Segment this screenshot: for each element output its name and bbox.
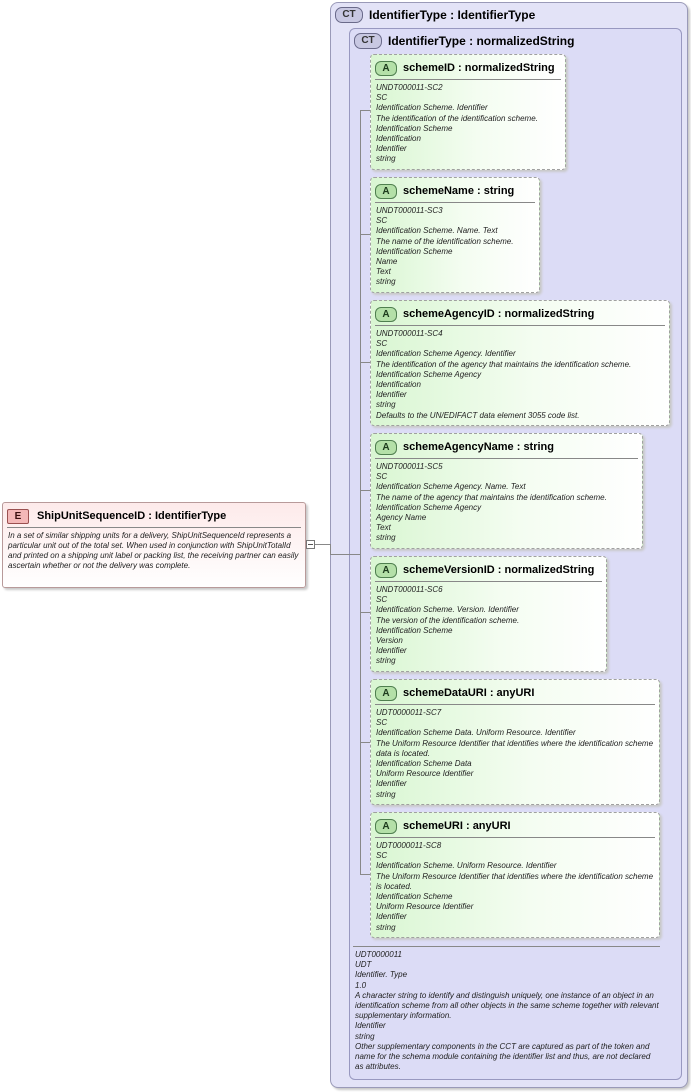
element-ship-unit-sequence-id[interactable] [2, 502, 306, 588]
inner-type-title[interactable]: IdentifierType : normalizedString [388, 34, 575, 48]
doc-line: string [355, 1031, 375, 1041]
doc-line: Identification Scheme [376, 246, 453, 256]
doc-line: The name of the identification scheme. [376, 236, 514, 246]
attribute-icon: A [375, 563, 397, 578]
inner-type-header [354, 33, 574, 49]
divider [375, 79, 561, 80]
doc-line: Identification Scheme Data [376, 759, 472, 769]
doc-line: Identifier [355, 1021, 386, 1031]
doc-line: UNDT000011-SC3 [376, 206, 443, 215]
doc-line: Identifier. Type [355, 970, 408, 980]
attribute-header [375, 182, 535, 200]
doc-line: The identification of the identification scheme. [376, 113, 538, 123]
attribute-connector [360, 742, 370, 743]
complex-type-icon: CT [354, 33, 382, 49]
attribute-title: schemeAgencyID : normalizedString [403, 308, 595, 320]
doc-line: UDT [355, 960, 372, 970]
attribute-icon: A [375, 307, 397, 322]
divider [375, 704, 655, 705]
attribute-connector [360, 874, 370, 875]
attribute-icon: A [375, 686, 397, 701]
element-title: ShipUnitSequenceID : IdentifierType [37, 510, 227, 522]
attribute-scheme-agency-name[interactable] [370, 433, 643, 549]
attribute-header [375, 438, 638, 456]
doc-line: UDT0000011-SC7 [376, 708, 442, 717]
doc-line: Identifier [376, 779, 407, 789]
element-documentation: In a set of similar shipping units for a delivery, ShipUnitSequenceId represents a particular unit out of the total set. When used in conjunction with ShipUnitTotalId and printed on a shipping unit label or packing list, the receiving partner can easily ascertain whether or not the delivery was complete. [8, 531, 299, 570]
doc-line: The version of the identification scheme. [376, 615, 520, 625]
doc-line: SC [376, 93, 388, 103]
divider [375, 458, 638, 459]
doc-line: SC [376, 216, 388, 226]
doc-line: A character string to identify and distinguish uniquely, one instance of an object in an identification scheme from all other objects in the same scheme together with relevant supplementary information. [355, 990, 659, 1021]
doc-line: Text [376, 267, 391, 277]
attribute-header [375, 561, 602, 579]
doc-line: 1.0 [355, 980, 367, 990]
divider [375, 325, 665, 326]
doc-line: UNDT000011-SC2 [376, 83, 443, 92]
doc-line: Identification Scheme Agency [376, 369, 482, 379]
doc-line: SC [376, 851, 388, 861]
doc-line: SC [376, 472, 388, 482]
doc-line: UNDT000011-SC4 [376, 329, 443, 338]
doc-line: Identifier [376, 646, 407, 656]
doc-line: Identification Scheme [376, 625, 453, 635]
divider [375, 837, 655, 838]
element-header [7, 507, 301, 525]
doc-line: Identification Scheme. Version. Identifier [376, 605, 519, 615]
attribute-title: schemeVersionID : normalizedString [403, 564, 595, 576]
doc-line: Identification Scheme Data. Uniform Resource. Identifier [376, 728, 576, 738]
doc-line: Uniform Resource Identifier [376, 902, 474, 912]
attribute-connector [360, 110, 370, 111]
doc-line: The identification of the agency that maintains the identification scheme. [376, 359, 632, 369]
attribute-title: schemeAgencyName : string [403, 441, 554, 453]
attribute-documentation [376, 83, 561, 165]
doc-line: SC [376, 339, 388, 349]
divider [353, 946, 660, 947]
attribute-header [375, 305, 665, 323]
doc-line: string [376, 922, 396, 932]
divider [375, 581, 602, 582]
doc-line: Identifier [376, 912, 407, 922]
attribute-icon: A [375, 440, 397, 455]
attribute-header [375, 817, 655, 835]
doc-line: Identifier [376, 144, 407, 154]
attribute-documentation [376, 585, 602, 667]
complex-type-icon: CT [335, 7, 363, 23]
expand-icon[interactable] [306, 540, 315, 549]
attribute-title: schemeName : string [403, 185, 515, 197]
doc-line: UNDT000011-SC5 [376, 462, 443, 471]
doc-line: Version [376, 636, 403, 646]
doc-line: Text [376, 523, 391, 533]
doc-line: Identification Scheme. Uniform Resource. Identifier [376, 861, 557, 871]
element-type-connector [315, 544, 330, 545]
doc-line: string [376, 533, 396, 543]
attribute-icon: A [375, 184, 397, 199]
attribute-connector-spine [360, 110, 361, 874]
attribute-connector [360, 490, 370, 491]
doc-line: UDT0000011 [355, 950, 402, 959]
doc-line: SC [376, 595, 388, 605]
doc-line: string [376, 400, 396, 410]
attribute-title: schemeID : normalizedString [403, 62, 555, 74]
attribute-documentation [376, 462, 638, 544]
doc-line: Agency Name [376, 513, 427, 523]
doc-line: Identification Scheme Agency. Identifier [376, 349, 516, 359]
attribute-scheme-name[interactable] [370, 177, 540, 293]
element-type-connector [330, 544, 331, 554]
doc-line: Identification Scheme Agency. Name. Text [376, 482, 526, 492]
element-icon: E [7, 509, 29, 524]
doc-line: The Uniform Resource Identifier that identifies where the identification scheme data is located. [376, 738, 654, 758]
doc-line: Name [376, 257, 398, 267]
doc-line: Identification [376, 380, 421, 390]
doc-line: UDT0000011-SC8 [376, 841, 442, 850]
attribute-header [375, 59, 561, 77]
doc-line: string [376, 656, 396, 666]
divider [375, 202, 535, 203]
attribute-header [375, 684, 655, 702]
doc-line: string [376, 789, 396, 799]
attribute-scheme-uri[interactable] [370, 812, 660, 938]
doc-line: UNDT000011-SC6 [376, 585, 443, 594]
attribute-scheme-id[interactable] [370, 54, 566, 170]
attribute-scheme-version-id[interactable] [370, 556, 607, 672]
attribute-connector [360, 612, 370, 613]
doc-line: SC [376, 718, 388, 728]
attribute-connector [360, 362, 370, 363]
doc-line: Identification Scheme. Name. Text [376, 226, 498, 236]
outer-type-header [335, 7, 535, 23]
attribute-icon: A [375, 61, 397, 76]
type-attribute-connector [330, 554, 360, 555]
doc-line: string [376, 277, 396, 287]
attribute-title: schemeDataURI : anyURI [403, 687, 535, 699]
attribute-documentation [376, 206, 535, 288]
outer-type-title[interactable]: IdentifierType : IdentifierType [369, 8, 536, 22]
type-documentation [355, 950, 660, 1072]
doc-line: Identification Scheme [376, 123, 453, 133]
doc-line: The name of the agency that maintains the identification scheme. [376, 492, 607, 502]
divider [7, 527, 301, 528]
doc-line: Identification Scheme Agency [376, 502, 482, 512]
doc-line: Identification [376, 134, 421, 144]
doc-line: Other supplementary components in the CCT are captured as part of the token and name for the schema module containing the identifier list and thus, are not declared as attributes. [355, 1041, 651, 1072]
attribute-scheme-agency-id[interactable] [370, 300, 670, 426]
doc-line: Uniform Resource Identifier [376, 769, 474, 779]
doc-line: Identification Scheme. Identifier [376, 103, 488, 113]
doc-line: The Uniform Resource Identifier that identifies where the identification scheme is located. [376, 871, 654, 891]
attribute-documentation [376, 708, 655, 800]
attribute-scheme-data-uri[interactable] [370, 679, 660, 805]
attribute-title: schemeURI : anyURI [403, 820, 511, 832]
doc-line: Identifier [376, 390, 407, 400]
attribute-icon: A [375, 819, 397, 834]
doc-line: Defaults to the UN/EDIFACT data element 3055 code list. [376, 410, 580, 420]
doc-line: Identification Scheme [376, 892, 453, 902]
doc-line: string [376, 154, 396, 164]
attribute-connector [360, 234, 370, 235]
attribute-documentation [376, 841, 655, 933]
attribute-documentation [376, 329, 665, 421]
